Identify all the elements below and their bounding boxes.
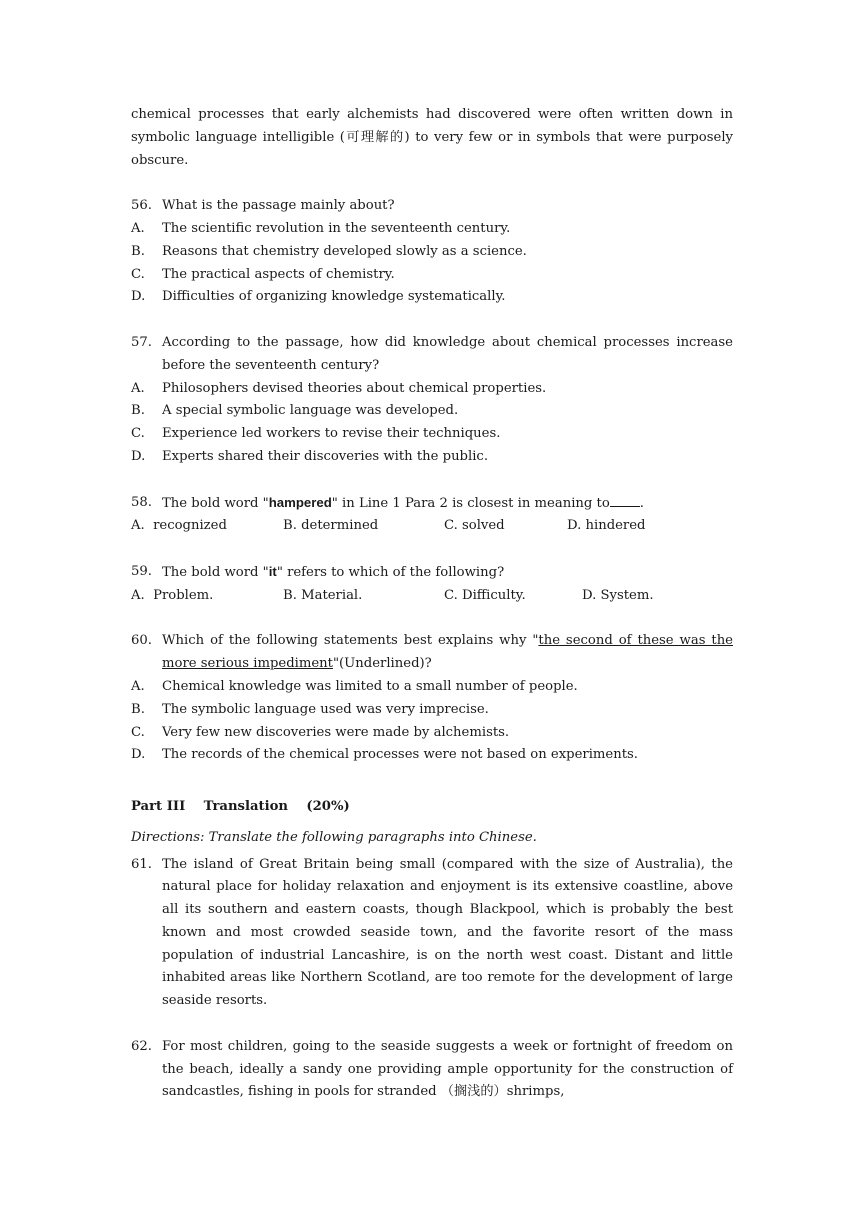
spacer: [131, 1013, 733, 1036]
option-d: [131, 744, 733, 767]
question-number: 56.: [131, 198, 152, 214]
intro-paragraph: chemical processes that early alchemists had discovered were often written down in symbolic language intelligible (可理解的) to very few or in symbols that were purposely obscure.: [131, 107, 733, 168]
option-text: The records of the chemical processes were not based on experiments.: [162, 747, 638, 763]
question-number: 58.: [131, 494, 152, 510]
option-b: B. determined: [283, 518, 379, 534]
item-text: The island of Great Britain being small (compared with the size of Australia), the natural place for holiday relaxation and enjoyment is its extensive coastline, above all its southern and eastern coasts, though Blackpool, which is probably the best known and most crowded seaside town, and the favorite resort of the mass population of industrial Lancashire, is on the north west coast. Distant and little inhabited areas like Northern Scotland, are too remote for the development of large seaside resorts.: [162, 856, 733, 1009]
option-text: The practical aspects of chemistry.: [162, 266, 395, 282]
option-letter: B.: [131, 701, 145, 717]
directions-text: Directions: Translate the following paragraphs into Chinese.: [131, 829, 537, 845]
option-c: C. Difficulty.: [444, 587, 526, 603]
option-text: Very few new discoveries were made by alchemists.: [162, 724, 510, 740]
option-d: [131, 286, 733, 309]
spacer: [131, 172, 733, 195]
bold-word: hampered: [268, 494, 332, 510]
question-text: [162, 630, 733, 676]
spacer: [131, 767, 733, 790]
option-letter: B.: [131, 243, 145, 259]
option-c: [131, 264, 733, 287]
inline-options: [131, 515, 733, 538]
question-text: [162, 492, 733, 516]
option-letter: D.: [131, 448, 146, 464]
bold-word: it: [268, 563, 277, 579]
option-c: [131, 423, 733, 446]
item-number: 61.: [131, 856, 152, 872]
option-d: D. hindered: [567, 518, 646, 534]
question-text-after: " in Line 1 Para 2 is closest in meaning to: [331, 495, 610, 511]
question-57: [131, 332, 733, 469]
underlined-phrase: the second of these was the more serious impediment: [162, 633, 733, 672]
option-letter: A.: [131, 220, 145, 236]
option-letter: C.: [131, 724, 145, 740]
translation-item-61: [131, 854, 733, 1014]
option-text: The symbolic language used was very imprecise.: [162, 701, 489, 717]
item-number: 62.: [131, 1038, 152, 1054]
option-text: Experience led workers to revise their techniques.: [162, 426, 501, 442]
option-b: [131, 400, 733, 423]
question-text-end: .: [639, 495, 644, 511]
option-text: Philosophers devised theories about chemical properties.: [162, 380, 547, 396]
option-letter: D.: [131, 747, 146, 763]
section-heading: Part III Translation (20%): [131, 798, 350, 814]
question-56: [131, 195, 733, 309]
option-text: Experts shared their discoveries with the public.: [162, 448, 489, 464]
question-text-before: The bold word ": [162, 564, 269, 580]
question-text-before: The bold word ": [162, 495, 269, 511]
spacer: [131, 538, 733, 561]
option-text: Difficulties of organizing knowledge systematically.: [162, 289, 506, 305]
inline-options: [131, 585, 733, 608]
spacer: [131, 309, 733, 332]
option-a: [131, 378, 733, 401]
option-a: A. Problem.: [131, 587, 214, 603]
answer-blank: [610, 494, 640, 507]
option-text: Chemical knowledge was limited to a small number of people.: [162, 678, 578, 694]
option-letter: A.: [131, 678, 145, 694]
option-letter: C.: [131, 266, 145, 282]
spacer: [131, 469, 733, 492]
option-letter: D.: [131, 289, 146, 305]
option-letter: C.: [131, 426, 145, 442]
question-number: 59.: [131, 563, 152, 579]
option-b: [131, 699, 733, 722]
option-d: [131, 446, 733, 469]
question-text: What is the passage mainly about?: [162, 198, 395, 214]
option-a: A. recognized: [131, 518, 227, 534]
option-a: [131, 676, 733, 699]
question-text-after: " refers to which of the following?: [276, 564, 505, 580]
option-d: D. System.: [582, 587, 654, 603]
option-b: B. Material.: [283, 587, 363, 603]
option-a: [131, 218, 733, 241]
option-c: [131, 722, 733, 745]
question-60: [131, 630, 733, 767]
question-text: According to the passage, how did knowledge about chemical processes increase before the seventeenth century?: [162, 334, 733, 373]
question-number: 57.: [131, 334, 152, 350]
option-letter: B.: [131, 403, 145, 419]
option-text: A special symbolic language was developed.: [162, 403, 459, 419]
question-59: [131, 561, 733, 608]
question-text-after: "(Underlined)?: [332, 656, 432, 672]
spacer: [131, 608, 733, 631]
item-text: For most children, going to the seaside suggests a week or fortnight of freedom on the beach, ideally a sandy one providing ample opportunity for the construction of sandcastles, fishing in pools for stranded （搁浅的）shrimps,: [162, 1038, 733, 1100]
option-b: [131, 241, 733, 264]
translation-item-62: [131, 1036, 733, 1104]
option-text: Reasons that chemistry developed slowly as a science.: [162, 243, 527, 259]
question-text-before: Which of the following statements best explains why ": [162, 633, 539, 649]
option-text: The scientific revolution in the seventeenth century.: [162, 220, 511, 236]
option-letter: A.: [131, 380, 145, 396]
question-number: 60.: [131, 633, 152, 649]
question-58: [131, 492, 733, 539]
question-text: [162, 561, 733, 585]
document-page: [131, 104, 733, 1104]
option-c: C. solved: [444, 518, 505, 534]
